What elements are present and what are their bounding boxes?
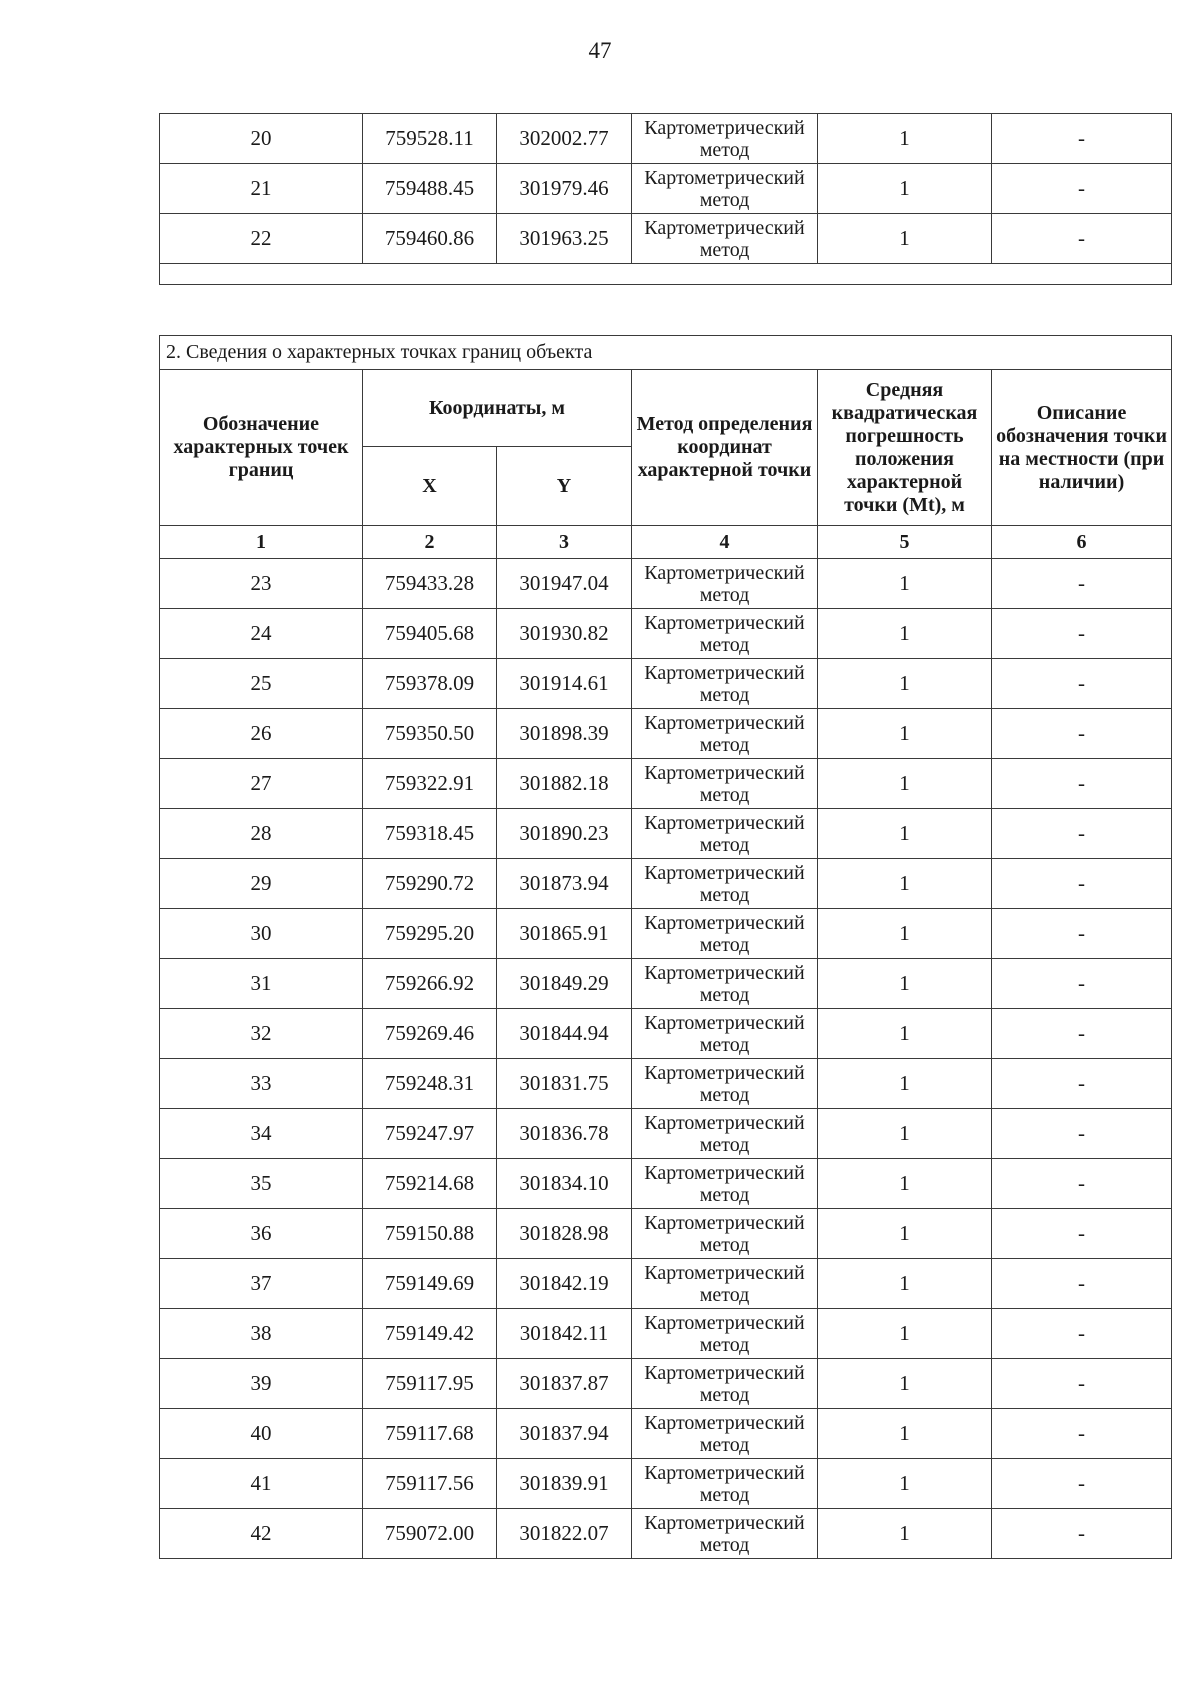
table-row [160,909,1172,959]
error-cell: 1 [818,559,992,609]
method-cell: Картометрический метод [632,659,818,709]
y-coordinate-cell: 301865.91 [497,909,632,959]
x-coordinate-cell: 759149.42 [363,1309,497,1359]
empty-cell [160,264,1172,285]
error-cell: 1 [818,164,992,214]
error-cell: 1 [818,1509,992,1559]
table-row [160,859,1172,909]
y-coordinate-cell: 301898.39 [497,709,632,759]
y-coordinate-cell: 301844.94 [497,1009,632,1059]
method-cell: Картометрический метод [632,609,818,659]
description-cell: - [992,1109,1172,1159]
x-coordinate-cell: 759117.68 [363,1409,497,1459]
table-row [160,659,1172,709]
point-number-cell: 37 [160,1259,363,1309]
description-cell: - [992,214,1172,264]
header-description: Описание обозначения точки на местности (при наличии) [992,370,1172,526]
table-row [160,114,1172,164]
error-cell: 1 [818,1159,992,1209]
empty-row [160,264,1172,285]
error-cell: 1 [818,709,992,759]
table-row [160,959,1172,1009]
method-cell: Картометрический метод [632,114,818,164]
x-coordinate-cell: 759318.45 [363,809,497,859]
method-cell: Картометрический метод [632,859,818,909]
point-number-cell: 40 [160,1409,363,1459]
y-coordinate-cell: 301930.82 [497,609,632,659]
point-number-cell: 26 [160,709,363,759]
point-number-cell: 33 [160,1059,363,1109]
column-number: 4 [632,526,818,559]
error-cell: 1 [818,1359,992,1409]
error-cell: 1 [818,759,992,809]
y-coordinate-cell: 301842.19 [497,1259,632,1309]
description-cell: - [992,659,1172,709]
point-number-cell: 32 [160,1009,363,1059]
description-cell: - [992,959,1172,1009]
table-row [160,164,1172,214]
error-cell: 1 [818,609,992,659]
y-coordinate-cell: 301837.94 [497,1409,632,1459]
error-cell: 1 [818,1409,992,1459]
description-cell: - [992,1009,1172,1059]
column-number: 6 [992,526,1172,559]
error-cell: 1 [818,809,992,859]
method-cell: Картометрический метод [632,1509,818,1559]
column-number: 2 [363,526,497,559]
description-cell: - [992,1359,1172,1409]
header-x: X [363,447,497,526]
header-row-1 [160,370,1172,447]
method-cell: Картометрический метод [632,909,818,959]
x-coordinate-cell: 759322.91 [363,759,497,809]
error-cell: 1 [818,959,992,1009]
point-number-cell: 36 [160,1209,363,1259]
y-coordinate-cell: 301842.11 [497,1309,632,1359]
method-cell: Картометрический метод [632,809,818,859]
y-coordinate-cell: 301837.87 [497,1359,632,1409]
table-row [160,1309,1172,1359]
coordinates-table-continued [159,113,1172,285]
x-coordinate-cell: 759214.68 [363,1159,497,1209]
y-coordinate-cell: 301890.23 [497,809,632,859]
description-cell: - [992,114,1172,164]
y-coordinate-cell: 301882.18 [497,759,632,809]
x-coordinate-cell: 759295.20 [363,909,497,959]
description-cell: - [992,609,1172,659]
error-cell: 1 [818,1309,992,1359]
description-cell: - [992,164,1172,214]
method-cell: Картометрический метод [632,1009,818,1059]
x-coordinate-cell: 759117.95 [363,1359,497,1409]
method-cell: Картометрический метод [632,559,818,609]
y-coordinate-cell: 302002.77 [497,114,632,164]
description-cell: - [992,559,1172,609]
point-number-cell: 31 [160,959,363,1009]
point-number-cell: 21 [160,164,363,214]
error-cell: 1 [818,1459,992,1509]
column-numbers-row [160,526,1172,559]
point-number-cell: 38 [160,1309,363,1359]
table-row [160,609,1172,659]
method-cell: Картометрический метод [632,1109,818,1159]
x-coordinate-cell: 759117.56 [363,1459,497,1509]
y-coordinate-cell: 301979.46 [497,164,632,214]
x-coordinate-cell: 759150.88 [363,1209,497,1259]
description-cell: - [992,859,1172,909]
table-row [160,1259,1172,1309]
method-cell: Картометрический метод [632,1259,818,1309]
description-cell: - [992,1059,1172,1109]
y-coordinate-cell: 301831.75 [497,1059,632,1109]
y-coordinate-cell: 301849.29 [497,959,632,1009]
method-cell: Картометрический метод [632,1309,818,1359]
point-number-cell: 23 [160,559,363,609]
description-cell: - [992,1459,1172,1509]
method-cell: Картометрический метод [632,1209,818,1259]
table-row [160,1059,1172,1109]
section-title-row [160,336,1172,370]
table-row [160,559,1172,609]
y-coordinate-cell: 301828.98 [497,1209,632,1259]
y-coordinate-cell: 301963.25 [497,214,632,264]
x-coordinate-cell: 759248.31 [363,1059,497,1109]
error-cell: 1 [818,659,992,709]
error-cell: 1 [818,1009,992,1059]
table-row [160,1209,1172,1259]
y-coordinate-cell: 301822.07 [497,1509,632,1559]
description-cell: - [992,709,1172,759]
point-number-cell: 28 [160,809,363,859]
y-coordinate-cell: 301873.94 [497,859,632,909]
column-number: 5 [818,526,992,559]
table-row [160,1359,1172,1409]
y-coordinate-cell: 301947.04 [497,559,632,609]
method-cell: Картометрический метод [632,1409,818,1459]
table-row [160,709,1172,759]
y-coordinate-cell: 301839.91 [497,1459,632,1509]
point-number-cell: 42 [160,1509,363,1559]
point-number-cell: 29 [160,859,363,909]
error-cell: 1 [818,909,992,959]
description-cell: - [992,759,1172,809]
x-coordinate-cell: 759528.11 [363,114,497,164]
column-number: 3 [497,526,632,559]
method-cell: Картометрический метод [632,759,818,809]
x-coordinate-cell: 759266.92 [363,959,497,1009]
description-cell: - [992,1509,1172,1559]
point-number-cell: 34 [160,1109,363,1159]
error-cell: 1 [818,1259,992,1309]
y-coordinate-cell: 301914.61 [497,659,632,709]
main-table-body [160,336,1172,1559]
description-cell: - [992,809,1172,859]
method-cell: Картометрический метод [632,1359,818,1409]
method-cell: Картометрический метод [632,1159,818,1209]
x-coordinate-cell: 759149.69 [363,1259,497,1309]
x-coordinate-cell: 759269.46 [363,1009,497,1059]
header-y: Y [497,447,632,526]
y-coordinate-cell: 301834.10 [497,1159,632,1209]
point-number-cell: 30 [160,909,363,959]
method-cell: Картометрический метод [632,214,818,264]
point-number-cell: 25 [160,659,363,709]
error-cell: 1 [818,214,992,264]
point-number-cell: 41 [160,1459,363,1509]
point-number-cell: 27 [160,759,363,809]
error-cell: 1 [818,1109,992,1159]
description-cell: - [992,1259,1172,1309]
header-designation: Обозначение характерных точек границ [160,370,363,526]
point-number-cell: 20 [160,114,363,164]
error-cell: 1 [818,114,992,164]
section-title: 2. Сведения о характерных точках границ объекта [160,336,1172,370]
header-method: Метод определения координат характерной точки [632,370,818,526]
column-number: 1 [160,526,363,559]
x-coordinate-cell: 759247.97 [363,1109,497,1159]
table-row [160,1409,1172,1459]
x-coordinate-cell: 759378.09 [363,659,497,709]
point-number-cell: 22 [160,214,363,264]
header-coordinates: Координаты, м [363,370,632,447]
description-cell: - [992,1309,1172,1359]
table-row [160,1509,1172,1559]
description-cell: - [992,909,1172,959]
method-cell: Картометрический метод [632,709,818,759]
table-row [160,1009,1172,1059]
table-row [160,214,1172,264]
description-cell: - [992,1409,1172,1459]
page-number: 47 [588,38,612,63]
description-cell: - [992,1159,1172,1209]
x-coordinate-cell: 759488.45 [363,164,497,214]
method-cell: Картометрический метод [632,1059,818,1109]
header-error: Средняя квадратическая погрешность положения характерной точки (Mt), м [818,370,992,526]
x-coordinate-cell: 759290.72 [363,859,497,909]
x-coordinate-cell: 759433.28 [363,559,497,609]
method-cell: Картометрический метод [632,1459,818,1509]
x-coordinate-cell: 759350.50 [363,709,497,759]
error-cell: 1 [818,1209,992,1259]
y-coordinate-cell: 301836.78 [497,1109,632,1159]
table-row [160,1459,1172,1509]
method-cell: Картометрический метод [632,959,818,1009]
point-number-cell: 35 [160,1159,363,1209]
method-cell: Картометрический метод [632,164,818,214]
table-row [160,1109,1172,1159]
x-coordinate-cell: 759460.86 [363,214,497,264]
x-coordinate-cell: 759405.68 [363,609,497,659]
table-row [160,1159,1172,1209]
table-row [160,809,1172,859]
table-row [160,759,1172,809]
error-cell: 1 [818,1059,992,1109]
point-number-cell: 24 [160,609,363,659]
error-cell: 1 [818,859,992,909]
top-table-body [160,114,1172,285]
x-coordinate-cell: 759072.00 [363,1509,497,1559]
boundary-points-table [159,335,1172,1559]
point-number-cell: 39 [160,1359,363,1409]
description-cell: - [992,1209,1172,1259]
